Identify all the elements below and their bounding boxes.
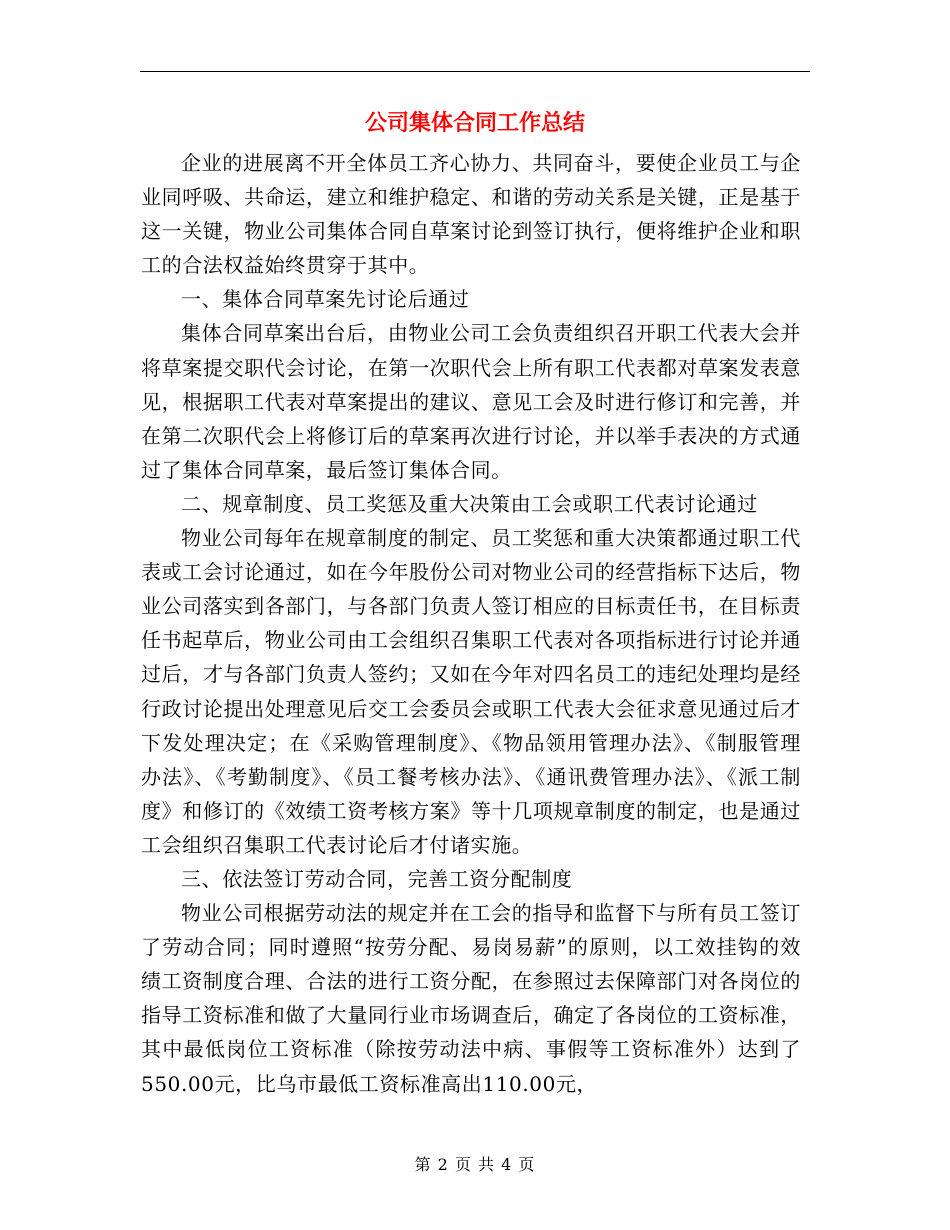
document-title: 公司集体合同工作总结 <box>364 111 585 136</box>
paragraph-section-3: 物业公司根据劳动法的规定并在工会的指导和监督下与所有员工签订了劳动合同；同时遵照“按劳分配、易岗易薪”的原则，以工效挂钩的效绩工资制度合理、合法的进行工资分配，在参照过去保障部门对各岗位的指导工资标准和做了大量同行业市场调查后，确定了各岗位的工资标准，其中最低岗位工资标准（除按劳动法中病、事假等工资标准外）达到了550.00元，比乌市最低工资标准高出110.00元， <box>141 901 801 1096</box>
paragraph-section-2: 物业公司每年在规章制度的制定、员工奖惩和重大决策都通过职工代表或工会讨论通过，如在今年股份公司对物业公司的经营指标下达后，物业公司落实到各部门，与各部门负责人签订相应的目标责任书，在目标责任书起草后，物业公司由工会组织召集职工代表对各项指标进行讨论并通过后，才与各部门负责人签约；又如在今年对四名员工的违纪处理均是经行政讨论提出处理意见后交工会委员会或职工代表大会征求意见通过后才下发处理决定；在《采购管理制度》、《物品领用管理办法》、《制服管理办法》、《考勤制度》、《员工餐考核办法》、《通讯费管理办法》、《派工制度》和修订的《效绩工资考核方案》等十几项规章制度的制定，也是通过工会组织召集职工代表讨论后才付诸实施。 <box>141 526 801 857</box>
section-heading-3: 三、依法签订劳动合同，完善工资分配制度 <box>181 866 573 891</box>
page-number-footer: 第 2 页 共 4 页 <box>414 1155 536 1174</box>
paragraph-intro: 企业的进展离不开全体员工齐心协力、共同奋斗，要使企业员工与企业同呼吸、共命运，建立和维护稳定、和谐的劳动关系是关键，正是基于这一关键，物业公司集体合同自草案讨论到签订执行，便将维护企业和职工的合法权益始终贯穿于其中。 <box>141 151 801 278</box>
header-rule <box>140 71 810 72</box>
document-body <box>141 146 801 1101</box>
paragraph-section-1: 集体合同草案出台后，由物业公司工会负责组织召开职工代表大会并将草案提交职代会讨论，在第一次职代会上所有职工代表都对草案发表意见，根据职工代表对草案提出的建议、意见工会及时进行修订和完善，并在第二次职代会上将修订后的草案再次进行讨论，并以举手表决的方式通过了集体合同草案，最后签订集体合同。 <box>141 321 801 482</box>
section-heading-2: 二、规章制度、员工奖惩及重大决策由工会或职工代表讨论通过 <box>181 491 758 516</box>
section-heading-1: 一、集体合同草案先讨论后通过 <box>181 287 470 312</box>
